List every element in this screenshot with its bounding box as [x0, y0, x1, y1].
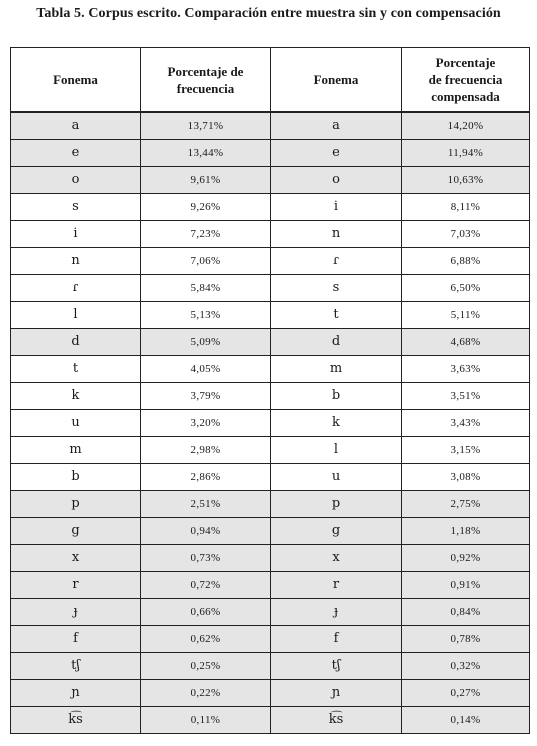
- frequency-cell: 5,84%: [141, 275, 271, 302]
- phoneme-cell: k: [11, 383, 141, 410]
- phoneme-cell: i: [271, 194, 402, 221]
- frequency-cell: 3,79%: [141, 383, 271, 410]
- compensated-frequency-cell: 7,03%: [402, 221, 530, 248]
- phoneme-cell: p: [11, 491, 141, 518]
- frequency-cell: 0,73%: [141, 545, 271, 572]
- frequency-cell: 4,05%: [141, 356, 271, 383]
- compensated-frequency-cell: 0,14%: [402, 707, 530, 734]
- frequency-cell: 9,26%: [141, 194, 271, 221]
- phoneme-cell: r: [11, 572, 141, 599]
- compensated-frequency-cell: 11,94%: [402, 140, 530, 167]
- table-row: [11, 356, 530, 383]
- phoneme-cell: d: [271, 329, 402, 356]
- table-row: [11, 464, 530, 491]
- phoneme-cell: e: [271, 140, 402, 167]
- phoneme-cell: ɾ: [271, 248, 402, 275]
- table-row: [11, 518, 530, 545]
- frequency-cell: 0,72%: [141, 572, 271, 599]
- phoneme-cell: x: [11, 545, 141, 572]
- phoneme-cell: a: [271, 112, 402, 140]
- frequency-cell: 7,23%: [141, 221, 271, 248]
- frequency-cell: 5,09%: [141, 329, 271, 356]
- phoneme-cell: x: [271, 545, 402, 572]
- compensated-frequency-cell: 3,63%: [402, 356, 530, 383]
- phoneme-cell: tʃ: [11, 653, 141, 680]
- phoneme-cell: l: [11, 302, 141, 329]
- compensated-frequency-cell: 0,91%: [402, 572, 530, 599]
- table-row: [11, 112, 530, 140]
- table-caption: Tabla 5. Corpus escrito. Comparación entre muestra sin y con compensación: [36, 6, 501, 21]
- phoneme-cell: ɲ: [271, 680, 402, 707]
- table-row: [11, 572, 530, 599]
- table-row: [11, 248, 530, 275]
- phoneme-cell: d: [11, 329, 141, 356]
- phoneme-cell: ɟ: [271, 599, 402, 626]
- table-row: [11, 140, 530, 167]
- frequency-cell: 0,25%: [141, 653, 271, 680]
- table-body: [11, 112, 530, 734]
- frequency-cell: 7,06%: [141, 248, 271, 275]
- table-row: [11, 626, 530, 653]
- compensated-frequency-cell: 3,08%: [402, 464, 530, 491]
- compensated-frequency-cell: 8,11%: [402, 194, 530, 221]
- phoneme-cell: p: [271, 491, 402, 518]
- compensated-frequency-cell: 0,27%: [402, 680, 530, 707]
- compensated-frequency-cell: 0,84%: [402, 599, 530, 626]
- phoneme-cell: k͡s: [271, 707, 402, 734]
- table-row: [11, 302, 530, 329]
- phoneme-cell: s: [11, 194, 141, 221]
- table-row: [11, 167, 530, 194]
- compensated-frequency-cell: 5,11%: [402, 302, 530, 329]
- phoneme-cell: e: [11, 140, 141, 167]
- table-row: [11, 545, 530, 572]
- phoneme-cell: n: [271, 221, 402, 248]
- phoneme-cell: b: [271, 383, 402, 410]
- phoneme-cell: u: [271, 464, 402, 491]
- phoneme-cell: ɲ: [11, 680, 141, 707]
- phoneme-cell: o: [271, 167, 402, 194]
- phoneme-cell: i: [11, 221, 141, 248]
- compensated-frequency-cell: 14,20%: [402, 112, 530, 140]
- frequency-cell: 2,51%: [141, 491, 271, 518]
- table-header-row: [11, 48, 530, 113]
- compensated-frequency-cell: 2,75%: [402, 491, 530, 518]
- frequency-cell: 0,62%: [141, 626, 271, 653]
- header-phoneme-left: Fonema: [11, 48, 141, 113]
- table-row: [11, 221, 530, 248]
- compensated-frequency-cell: 4,68%: [402, 329, 530, 356]
- compensated-frequency-cell: 0,32%: [402, 653, 530, 680]
- phoneme-cell: ɾ: [11, 275, 141, 302]
- phoneme-cell: m: [271, 356, 402, 383]
- frequency-cell: 5,13%: [141, 302, 271, 329]
- phoneme-cell: s: [271, 275, 402, 302]
- frequency-cell: 13,44%: [141, 140, 271, 167]
- table-row: [11, 680, 530, 707]
- compensated-frequency-cell: 3,51%: [402, 383, 530, 410]
- table-row: [11, 599, 530, 626]
- frequency-cell: 2,86%: [141, 464, 271, 491]
- compensated-frequency-cell: 1,18%: [402, 518, 530, 545]
- phoneme-frequency-table: [10, 47, 530, 734]
- phoneme-cell: k͡s: [11, 707, 141, 734]
- header-compensated-frequency: Porcentaje de frecuencia compensada: [402, 48, 530, 113]
- phoneme-cell: r: [271, 572, 402, 599]
- phoneme-cell: m: [11, 437, 141, 464]
- compensated-frequency-cell: 10,63%: [402, 167, 530, 194]
- phoneme-cell: g: [11, 518, 141, 545]
- table-row: [11, 194, 530, 221]
- compensated-frequency-cell: 6,50%: [402, 275, 530, 302]
- frequency-cell: 13,71%: [141, 112, 271, 140]
- phoneme-cell: n: [11, 248, 141, 275]
- frequency-cell: 0,11%: [141, 707, 271, 734]
- phoneme-cell: t: [11, 356, 141, 383]
- compensated-frequency-cell: 0,92%: [402, 545, 530, 572]
- phoneme-cell: f: [271, 626, 402, 653]
- phoneme-cell: ɟ: [11, 599, 141, 626]
- phoneme-cell: a: [11, 112, 141, 140]
- phoneme-cell: t: [271, 302, 402, 329]
- table-row: [11, 653, 530, 680]
- compensated-frequency-cell: 3,15%: [402, 437, 530, 464]
- phoneme-cell: u: [11, 410, 141, 437]
- phoneme-cell: f: [11, 626, 141, 653]
- table-row: [11, 707, 530, 734]
- frequency-cell: 0,22%: [141, 680, 271, 707]
- frequency-cell: 0,94%: [141, 518, 271, 545]
- phoneme-cell: k: [271, 410, 402, 437]
- frequency-cell: 0,66%: [141, 599, 271, 626]
- table-row: [11, 275, 530, 302]
- frequency-cell: 9,61%: [141, 167, 271, 194]
- phoneme-cell: o: [11, 167, 141, 194]
- frequency-cell: 3,20%: [141, 410, 271, 437]
- table-row: [11, 491, 530, 518]
- phoneme-cell: g: [271, 518, 402, 545]
- phoneme-cell: b: [11, 464, 141, 491]
- table-row: [11, 437, 530, 464]
- compensated-frequency-cell: 3,43%: [402, 410, 530, 437]
- compensated-frequency-cell: 6,88%: [402, 248, 530, 275]
- table-row: [11, 410, 530, 437]
- compensated-frequency-cell: 0,78%: [402, 626, 530, 653]
- phoneme-cell: tʃ: [271, 653, 402, 680]
- table-row: [11, 383, 530, 410]
- phoneme-cell: l: [271, 437, 402, 464]
- header-phoneme-right: Fonema: [271, 48, 402, 113]
- table-row: [11, 329, 530, 356]
- header-frequency: Porcentaje de frecuencia: [141, 48, 271, 113]
- frequency-cell: 2,98%: [141, 437, 271, 464]
